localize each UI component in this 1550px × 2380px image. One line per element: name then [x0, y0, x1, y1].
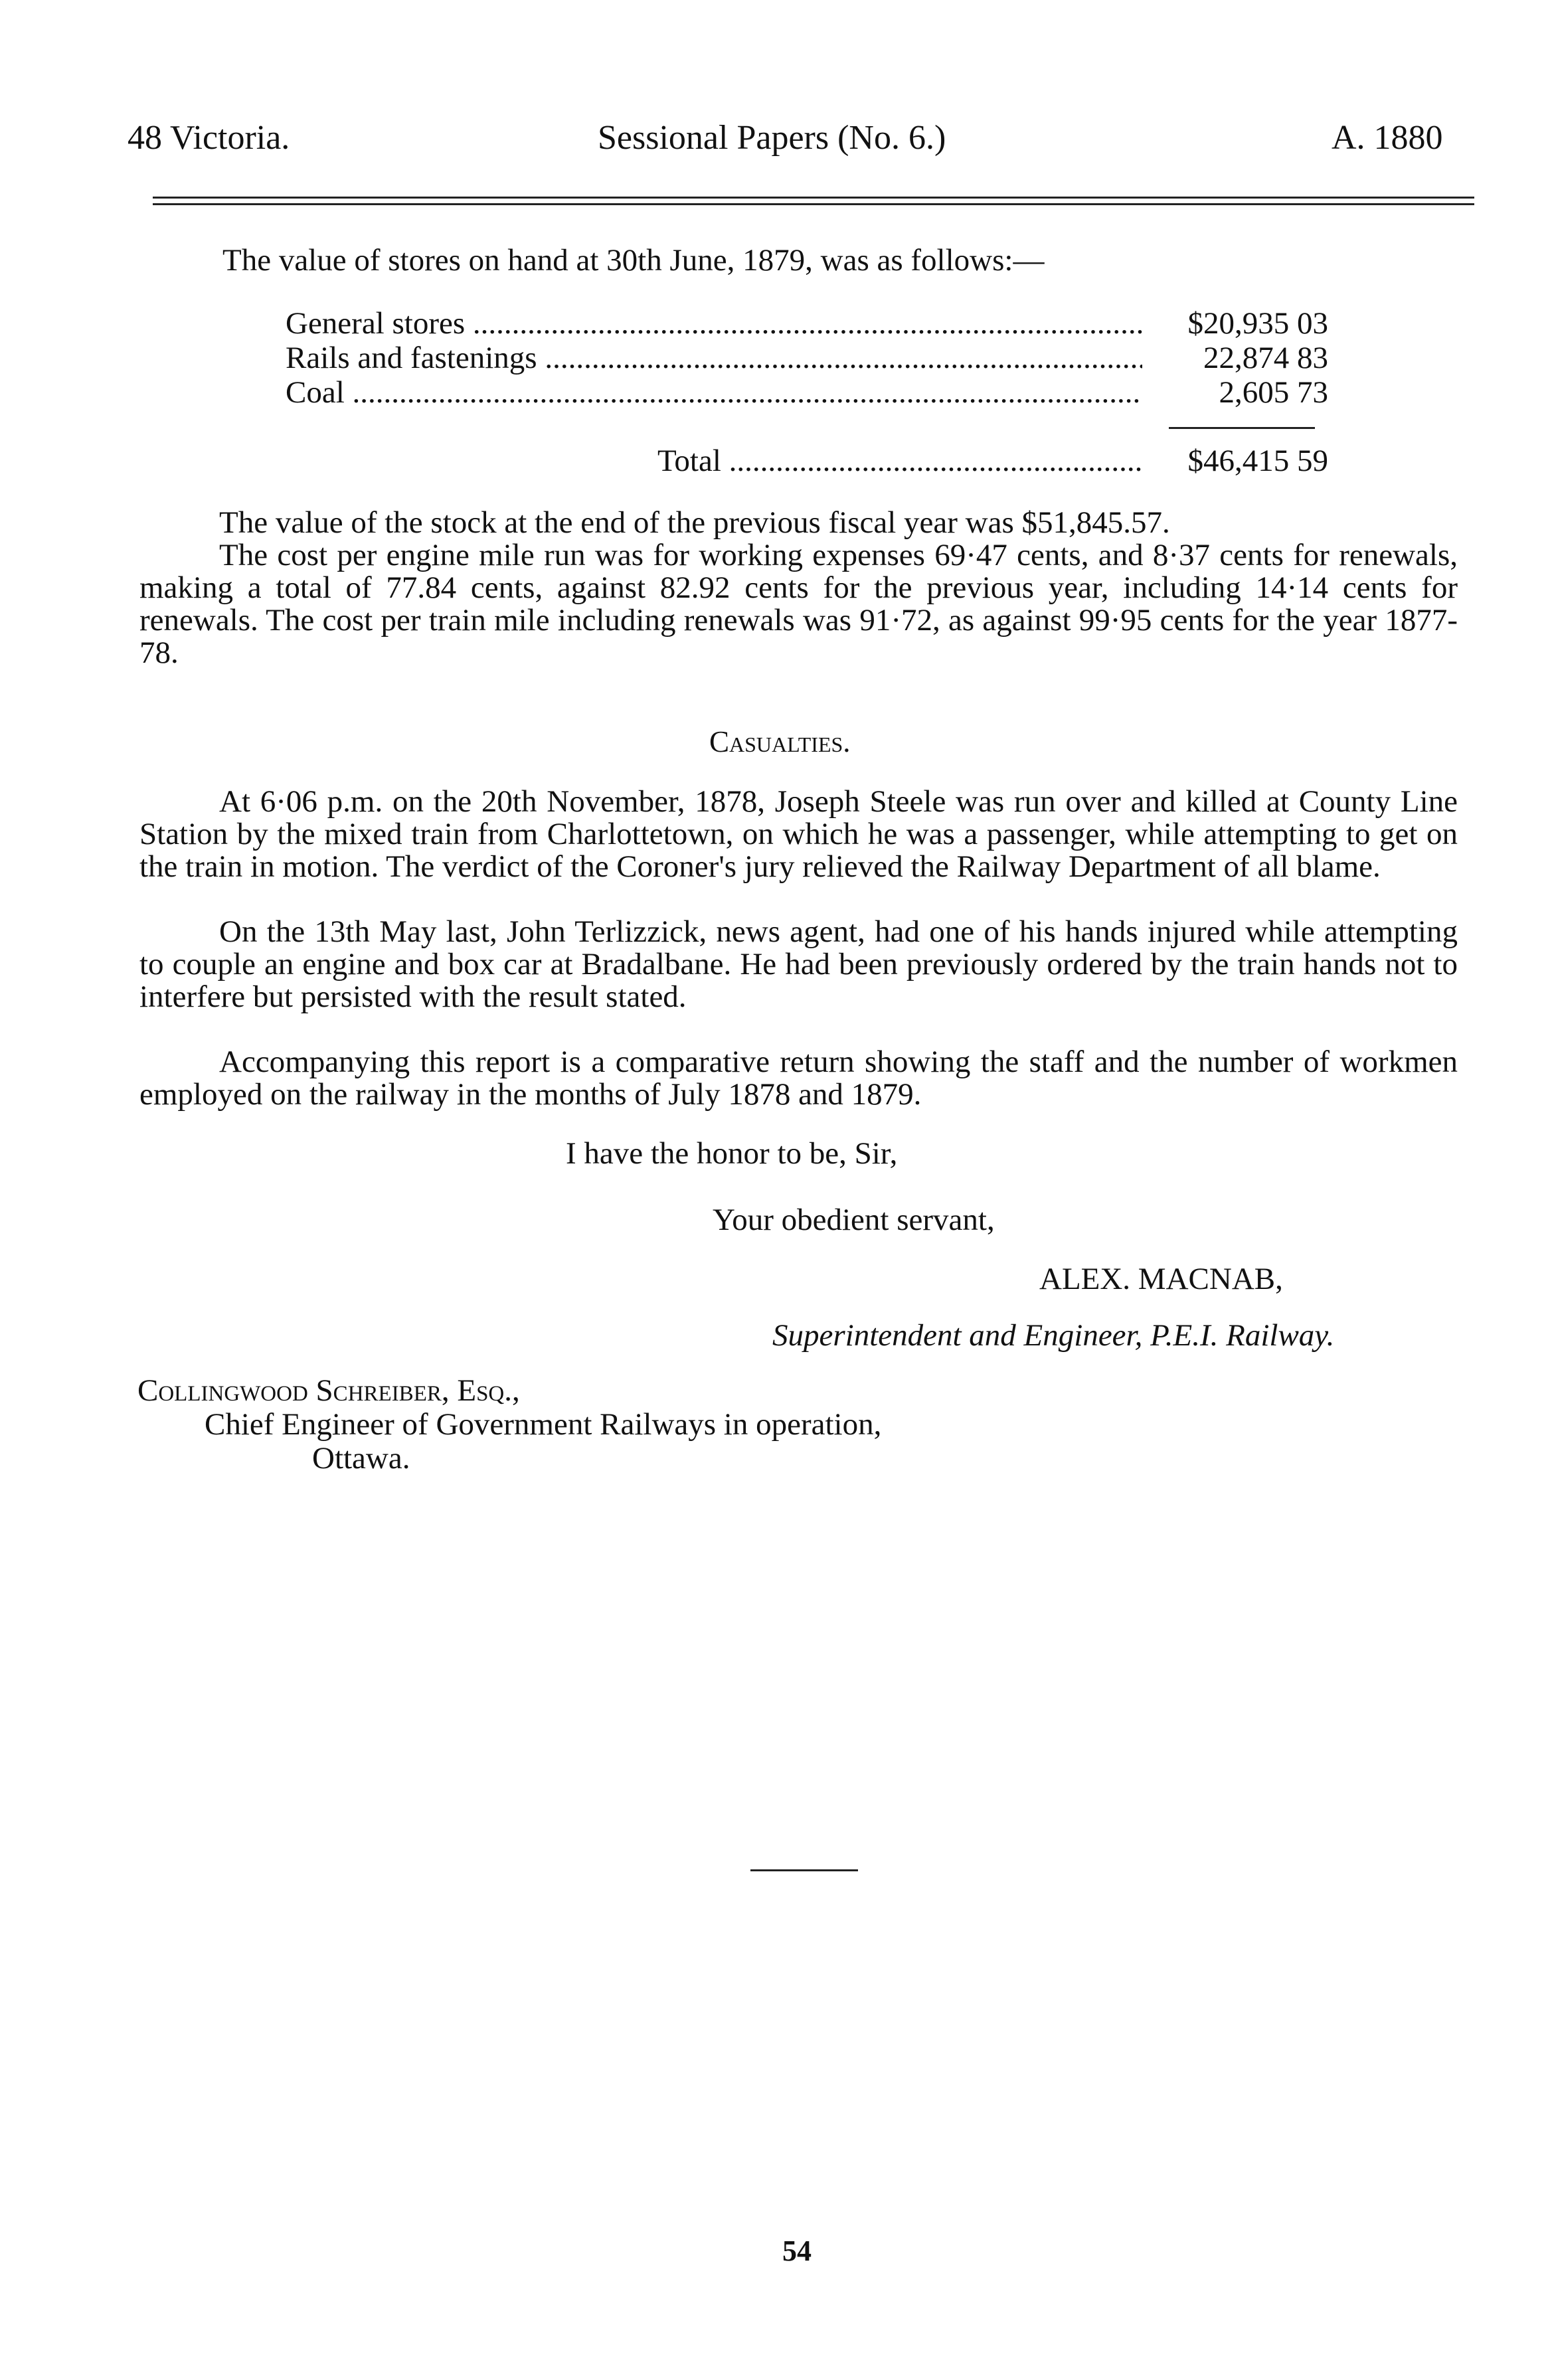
cost-paragraph: The cost per engine mile run was for working expenses 69·47 cents, and 8·37 cents for renewals, making a total of 77.84 cents, against 82.92 cents for the previous year, including 14·14 cents for renewals. The cost per train mile including renewals was 91·72, as against 99·95 cents for the year 1877-78. — [139, 538, 1458, 670]
total-rule — [1169, 427, 1315, 429]
stores-intro: The value of stores on hand at 30th June, 1879, was as follows:— — [222, 243, 1045, 278]
header-year: A. 1880 — [1332, 119, 1443, 157]
header-volume: 48 Victoria. — [128, 119, 290, 157]
closing-line: I have the honor to be, Sir, — [566, 1136, 898, 1171]
total-amount: $46,415 59 — [1187, 444, 1328, 478]
addressee-name: Collingwood Schreiber, Esq., — [137, 1373, 520, 1408]
addressee-position: Chief Engineer of Government Railways in operation, — [205, 1407, 882, 1442]
section-heading: Casualties. — [709, 725, 851, 758]
stores-label: Coal ..... — [286, 373, 1142, 412]
separator-rule — [750, 1869, 858, 1871]
stores-amount: 22,874 83 — [1203, 341, 1328, 375]
addressee-place: Ottawa. — [312, 1441, 410, 1476]
page-number: 54 — [782, 2235, 812, 2267]
signatory-title: Superintendent and Engineer, P.E.I. Railway. — [772, 1318, 1335, 1353]
total-label: Total ..... — [657, 442, 1142, 480]
stores-amount: 2,605 73 — [1219, 375, 1328, 410]
casualty-paragraph: Accompanying this report is a comparative return showing the staff and the number of workmen employed on the railway in the months of July 1878 and 1879. — [139, 1045, 1458, 1112]
stores-label: General stores ..... — [286, 304, 1142, 343]
stores-label: Rails and fastenings ..... — [286, 339, 1142, 377]
header-rule-bottom — [153, 203, 1474, 205]
header-title: Sessional Papers (No. 6.) — [598, 119, 946, 157]
signature: ALEX. MACNAB, — [1039, 1262, 1283, 1296]
stock-paragraph: The value of the stock at the end of the previous fiscal year was $51,845.57. — [219, 505, 1170, 540]
header-rule-top — [153, 197, 1474, 199]
casualty-paragraph: On the 13th May last, John Terlizzick, news agent, had one of his hands injured while attempting to couple an engine and box car at Bradalbane. He had been previously ordered by the train hands not to interfere but persisted with the result stated. — [139, 914, 1458, 1014]
closing-line: Your obedient servant, — [713, 1203, 995, 1237]
casualty-paragraph: At 6·06 p.m. on the 20th November, 1878, Joseph Steele was run over and killed at County Line Station by the mixed train from Charlottetown, on which he was a passenger, while attempting to get on the train in motion. The verdict of the Coroner's jury relieved the Railway Department of all blame. — [139, 784, 1458, 884]
stores-amount: $20,935 03 — [1187, 306, 1328, 341]
